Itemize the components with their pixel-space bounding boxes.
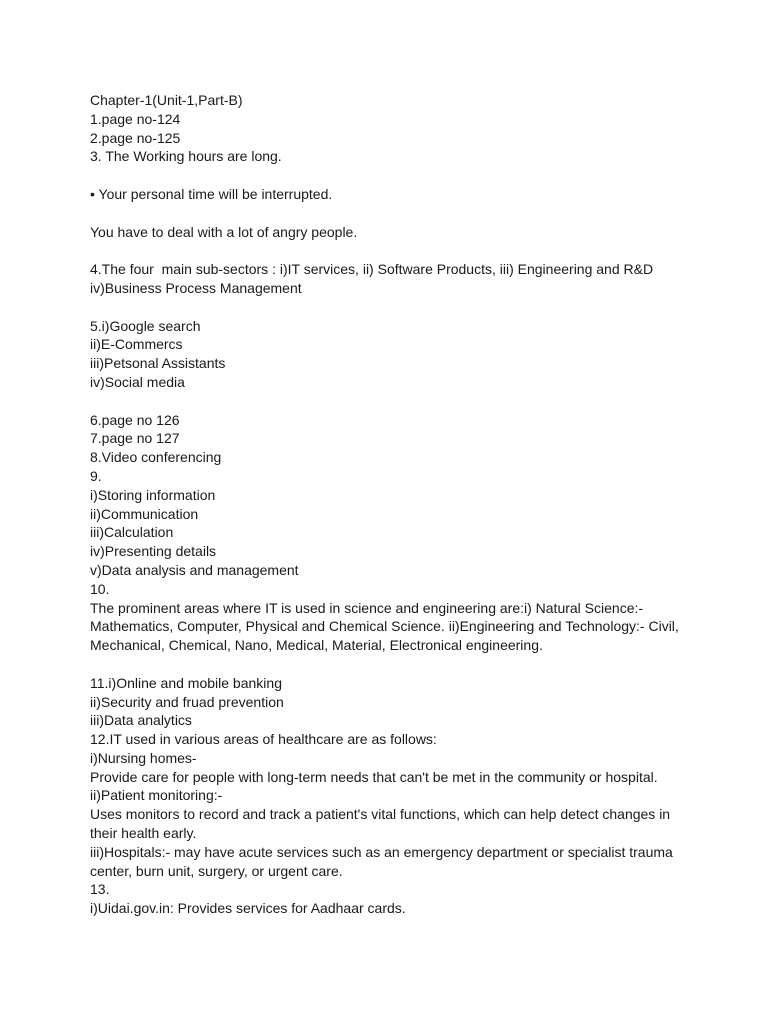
answer-9-item: ii)Communication (90, 505, 199, 522)
answer-3-bullet: • Your personal time will be interrupted. (90, 185, 333, 202)
answer-8: 8.Video conferencing (90, 449, 222, 466)
answer-5: 5.i)Google search (90, 317, 201, 334)
answer-11: 11.i)Online and mobile banking (90, 674, 282, 691)
answer-9: 9. (90, 467, 102, 484)
answer-13-item: i)Uidai.gov.in: Provides services for Aadhaar cards. (90, 900, 406, 917)
answer-9-item: i)Storing information (90, 486, 216, 503)
answer-10-text: Mechanical, Chemical, Nano, Medical, Material, Electronical engineering. (90, 637, 543, 654)
blank-line (90, 392, 730, 411)
answer-12-item: iii)Hospitals:- may have acute services such as an emergency department or specialist trauma (90, 843, 673, 860)
blank-line (90, 166, 730, 185)
answer-11-item: iii)Data analytics (90, 712, 192, 729)
answer-3: 3. The Working hours are long. (90, 148, 282, 165)
blank-line (90, 655, 730, 674)
answer-11-item: ii)Security and fruad prevention (90, 693, 284, 710)
blank-line (90, 204, 730, 223)
answer-7: 7.page no 127 (90, 430, 180, 447)
answer-10-text: The prominent areas where IT is used in science and engineering are:i) Natural Science:- (90, 599, 644, 616)
answer-12: 12.IT used in various areas of healthcare are as follows: (90, 731, 437, 748)
answer-4: 4.The four main sub-sectors : i)IT services, ii) Software Products, iii) Engineering and R&D (90, 261, 654, 278)
answer-1: 1.page no-124 (90, 110, 181, 127)
answer-5-item: iii)Petsonal Assistants (90, 355, 226, 372)
answer-5-item: ii)E-Commercs (90, 336, 183, 353)
answer-5-item: iv)Social media (90, 373, 185, 390)
answer-12-text: center, burn unit, surgery, or urgent care. (90, 862, 343, 879)
answer-10: 10. (90, 580, 110, 597)
answer-10-text: Mathematics, Computer, Physical and Chemical Science. ii)Engineering and Technology:- Civil, (90, 618, 679, 635)
chapter-title: Chapter-1(Unit-1,Part-B) (90, 92, 243, 108)
answer-3-point: You have to deal with a lot of angry people. (90, 223, 358, 240)
answer-12-text: Uses monitors to record and track a patient's vital functions, which can help detect changes in (90, 806, 671, 823)
blank-line (90, 241, 730, 260)
answer-12-text: their health early. (90, 825, 197, 842)
answer-12-item: ii)Patient monitoring:- (90, 787, 223, 804)
blank-line (90, 298, 730, 317)
answer-6: 6.page no 126 (90, 411, 180, 428)
answer-12-text: Provide care for people with long-term needs that can't be met in the community or hospital. (90, 768, 658, 785)
answer-4-cont: iv)Business Process Management (90, 279, 302, 296)
answer-9-item: v)Data analysis and management (90, 561, 299, 578)
document-body (90, 91, 730, 918)
answer-12-item: i)Nursing homes- (90, 749, 197, 766)
answer-9-item: iii)Calculation (90, 524, 174, 541)
answer-9-item: iv)Presenting details (90, 543, 217, 560)
answer-2: 2.page no-125 (90, 129, 181, 146)
answer-13: 13. (90, 881, 110, 898)
